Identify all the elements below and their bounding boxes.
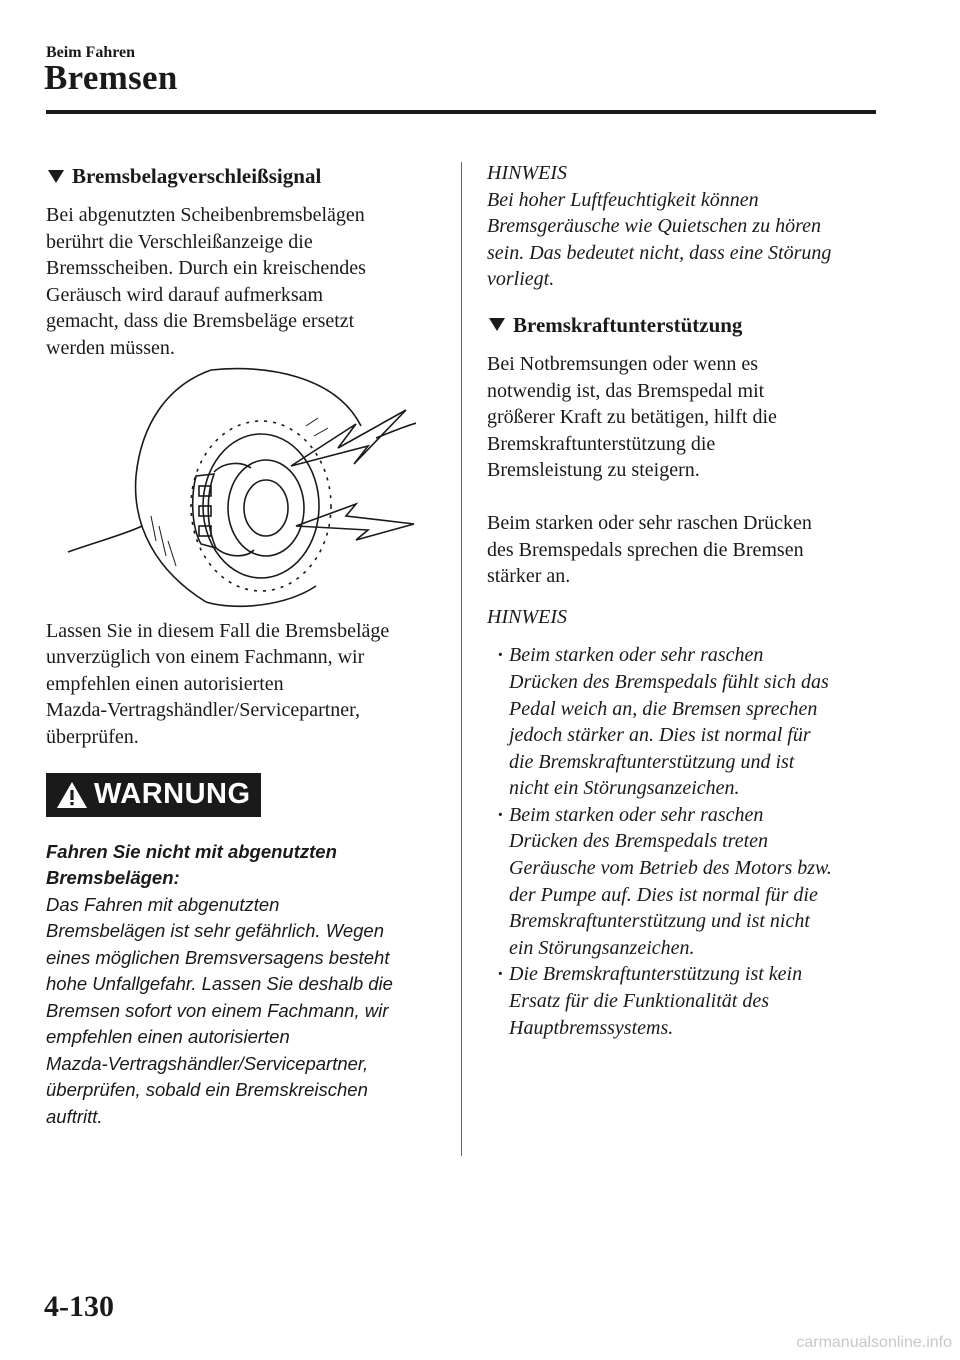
watermark: carmanualsonline.info (796, 1334, 952, 1351)
section-heading-brake-assist (487, 311, 887, 339)
warning-label: WARNUNG (94, 778, 251, 811)
brake-disc-illustration (56, 366, 416, 608)
right-column (487, 160, 887, 1041)
section-label: Beim Fahren (46, 44, 136, 61)
triangle-bullet-icon (48, 170, 64, 183)
warning-text: Das Fahren mit abgenutzten Bremsbelägen ist sehr gefährlich. Wegen eines möglichen Bremsversagens besteht hohe Unfallgefahr. Lassen Sie deshalb die Bremsen sofort von einem Fachmann, wir empfehlen einen autorisierten Mazda-Vertragshändler/Servicepartner, überprüfen, sobald ein Bremskreischen auftritt. (46, 893, 393, 1127)
triangle-bullet-icon (489, 318, 505, 331)
list-item: · Beim starken oder sehr raschen Drücken des Bremspedals treten Geräusche vom Betrieb des Motors bzw. der Pumpe auf. Dies ist normal für die Bremskraftunterstützung und ist nicht ein Störungsanzeichen. (507, 802, 887, 962)
page-number: 4-130 (44, 1290, 114, 1323)
heading-text: Bremskraftunterstützung (513, 312, 743, 337)
list-item: · Die Bremskraftunterstützung ist kein Ersatz für die Funktionalität des Hauptbremssystems. (507, 961, 887, 1041)
left-column (46, 162, 441, 1130)
list-item: · Beim starken oder sehr raschen Drücken des Bremspedals fühlt sich das Pedal weich an, die Bremsen sprechen jedoch stärker an. Dies ist normal für die Bremskraftunterstützung und ist nicht ein Störungsanzeichen. (507, 642, 887, 802)
note-humidity: HINWEIS Bei hoher Luftfeuchtigkeit können Bremsgeräusche wie Quietschen zu hören sein. Das bedeutet nicht, dass eine Störung vorliegt. (487, 162, 832, 291)
column-divider (461, 162, 462, 1156)
paragraph-inspection: Lassen Sie in diesem Fall die Bremsbeläge unverzüglich von einem Fachmann, wir empfehlen einen autorisierten Mazda-Vertragshändler/Servicepartner, überprüfen. (46, 619, 390, 748)
warning-title: Fahren Sie nicht mit abgenutzten Bremsbelägen: (46, 840, 337, 889)
brake-disc-icon (56, 366, 416, 608)
warning-badge (46, 773, 261, 817)
header-divider (46, 110, 876, 114)
paragraph-strong-braking: Beim starken oder sehr raschen Drücken des Bremspedals sprechen die Bremsen stärker an. (487, 511, 812, 588)
warning-triangle-icon (56, 781, 88, 809)
paragraph-wear-indicator: Bei abgenutzten Scheibenbremsbelägen berührt die Verschleißanzeige die Bremsscheiben. Durch ein kreischendes Geräusch wird darauf aufmerksam gemacht, dass die Bremsbeläge ersetzt werden müssen. (46, 204, 366, 359)
note-label-2: HINWEIS (487, 605, 567, 628)
note-bullet-list (487, 642, 887, 1041)
note-label: HINWEIS (487, 162, 567, 184)
page-title: Bremsen (44, 58, 178, 97)
paragraph-brake-assist: Bei Notbremsungen oder wenn es notwendig ist, das Bremspedal mit größerer Kraft zu betätigen, hilft die Bremskraftunterstützung die Bremsleistung zu steigern. (487, 352, 777, 482)
heading-text: Bremsbelagverschleißsignal (72, 164, 322, 188)
section-heading-brake-wear (46, 162, 441, 190)
